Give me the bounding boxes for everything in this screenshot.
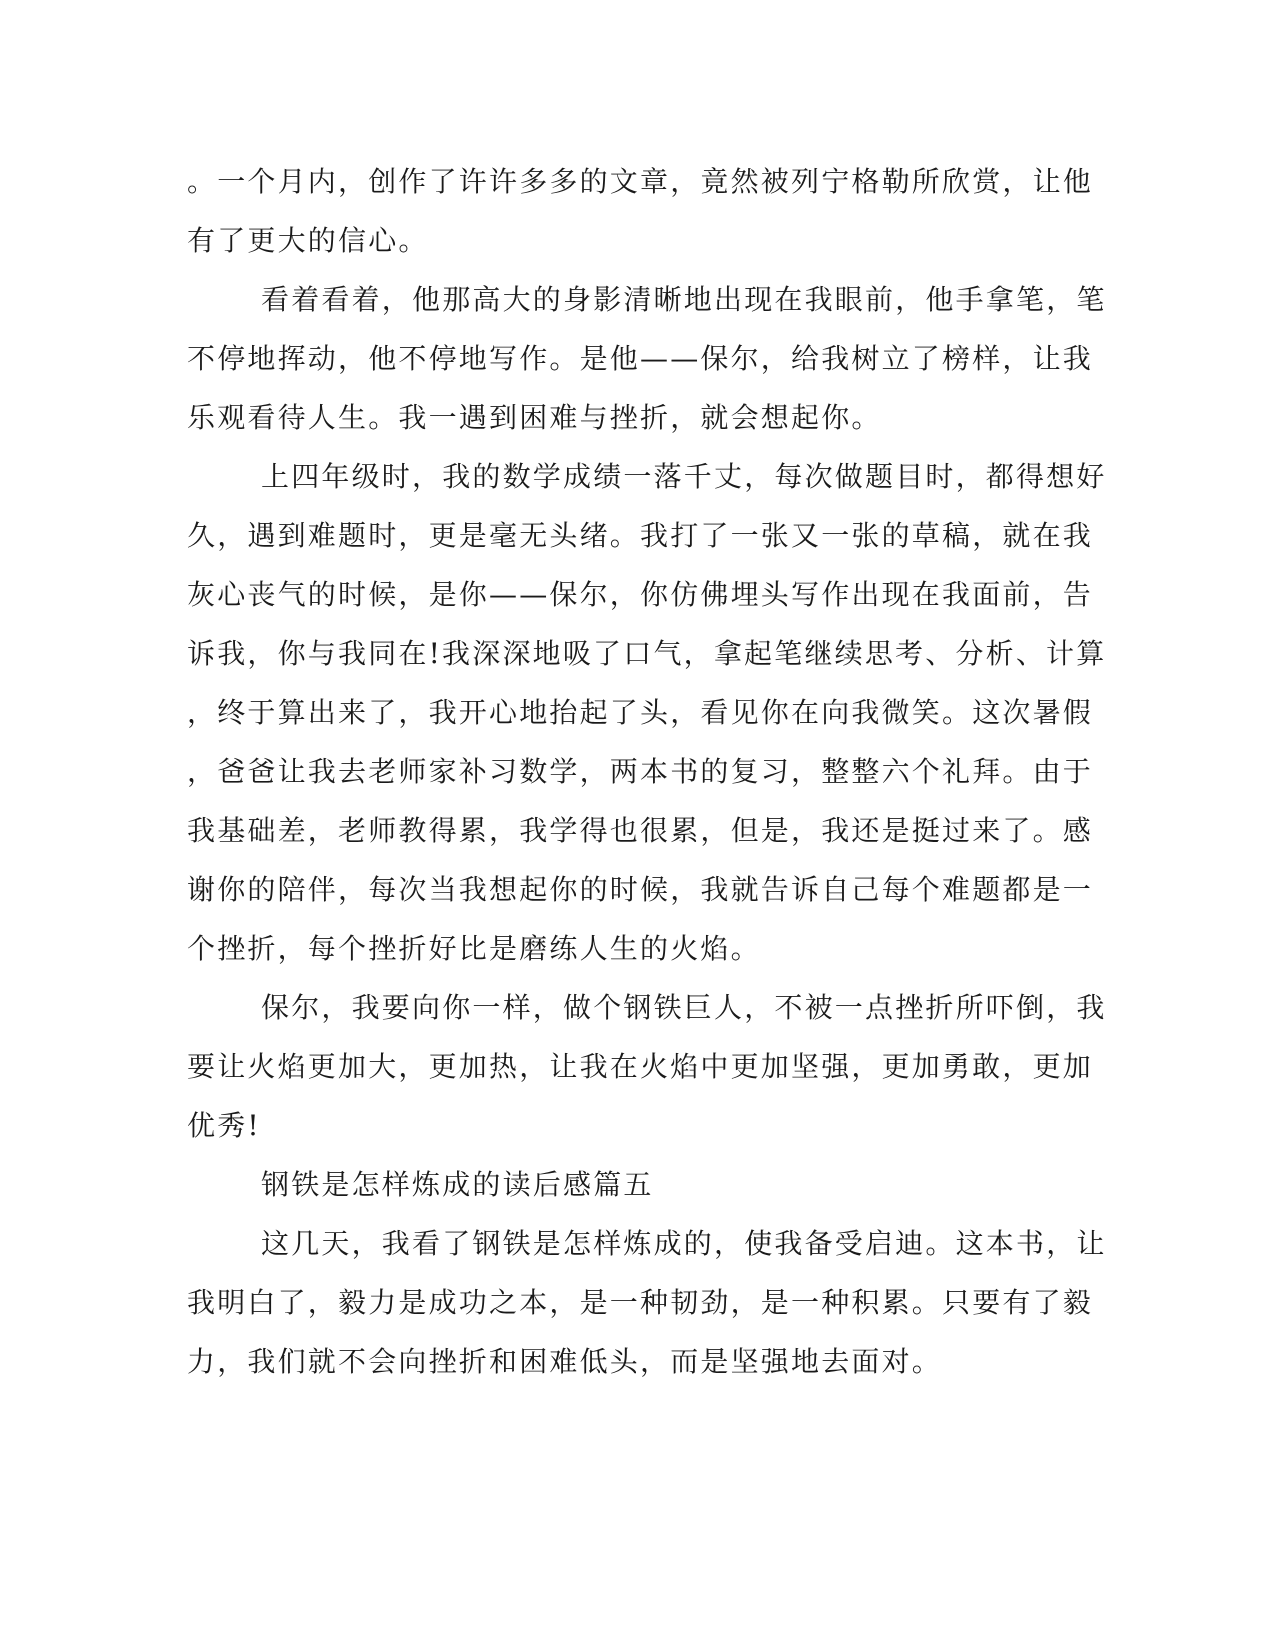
text-line: ，爸爸让我去老师家补习数学，两本书的复习，整整六个礼拜。由于 <box>187 755 1094 788</box>
paragraph-first-line: 看着看着，他那高大的身影清晰地出现在我眼前，他手拿笔，笔 <box>261 283 1107 316</box>
text-line: ，终于算出来了，我开心地抬起了头，看见你在向我微笑。这次暑假 <box>187 696 1094 729</box>
text-line: 有了更大的信心。 <box>187 224 429 257</box>
text-line: 力，我们就不会向挫折和困难低头，而是坚强地去面对。 <box>187 1345 943 1378</box>
text-line: 优秀! <box>187 1109 261 1142</box>
text-line: 。一个月内，创作了许许多多的文章，竟然被列宁格勒所欣赏，让他 <box>187 165 1094 198</box>
paragraph-first-line: 保尔，我要向你一样，做个钢铁巨人，不被一点挫折所吓倒，我 <box>261 991 1107 1024</box>
section-heading: 钢铁是怎样炼成的读后感篇五 <box>261 1168 654 1201</box>
text-line: 我明白了，毅力是成功之本，是一种韧劲，是一种积累。只要有了毅 <box>187 1286 1094 1319</box>
paragraph-first-line: 这几天，我看了钢铁是怎样炼成的，使我备受启迪。这本书，让 <box>261 1227 1107 1260</box>
text-line: 久，遇到难题时，更是毫无头绪。我打了一张又一张的草稿，就在我 <box>187 519 1094 552</box>
text-line: 个挫折，每个挫折好比是磨练人生的火焰。 <box>187 932 761 965</box>
text-line: 谢你的陪伴，每次当我想起你的时候，我就告诉自己每个难题都是一 <box>187 873 1094 906</box>
text-line: 我基础差，老师教得累，我学得也很累，但是，我还是挺过来了。感 <box>187 814 1094 847</box>
text-line: 不停地挥动，他不停地写作。是他——保尔，给我树立了榜样，让我 <box>187 342 1094 375</box>
text-line: 要让火焰更加大，更加热，让我在火焰中更加坚强，更加勇敢，更加 <box>187 1050 1094 1083</box>
paragraph-first-line: 上四年级时，我的数学成绩一落千丈，每次做题目时，都得想好 <box>261 460 1107 493</box>
text-line: 诉我，你与我同在!我深深地吸了口气，拿起笔继续思考、分析、计算 <box>187 637 1107 670</box>
text-line: 乐观看待人生。我一遇到困难与挫折，就会想起你。 <box>187 401 882 434</box>
text-line: 灰心丧气的时候，是你——保尔，你仿佛埋头写作出现在我面前，告 <box>187 578 1094 611</box>
